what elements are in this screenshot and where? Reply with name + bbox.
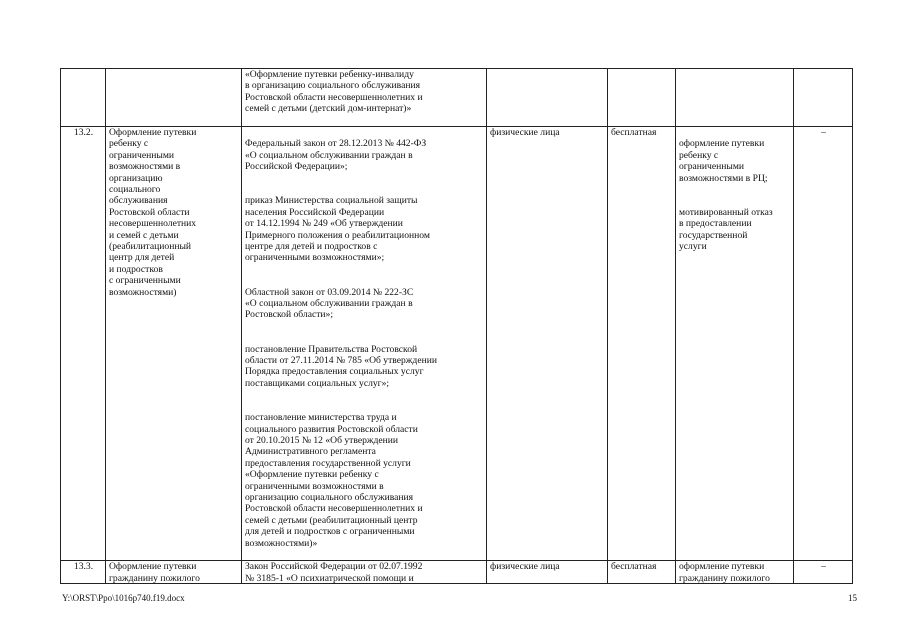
- result-item: мотивированный отказ в предоставлении государственной услуги: [679, 206, 773, 253]
- cell-cost: бесплатная: [608, 127, 676, 561]
- cell-service-name: Оформление путевки ребенку с ограниченными возможностями в организацию социального обслуживания Ростовской области несовершеннолетних и семей с детьми (реабилитационный центр для детей и подростков с ограниченными возможностями): [106, 127, 242, 561]
- document-reference: Областной закон от 03.09.2014 № 222-ЗС «О социальном обслуживании граждан в Ростовской области»;: [245, 286, 414, 321]
- result-item: оформление путевки ребенку с ограниченными возможностями в РЦ;: [679, 138, 768, 184]
- cell-documents: [242, 561, 487, 584]
- document-reference: постановление министерства труда и социального развития Ростовской области от 20.10.2015 № 12 «Об утверждении Административного регламента предоставления государственной услуги «Оформление путевки ребенку с ограниченными возможностями в организацию социального обслуживания Ростовской области несовершеннолетних и семей с детьми (реабилитационный центр для детей и подростков с ограниченными возможностями)»: [245, 412, 423, 549]
- cell-number: [61, 69, 106, 127]
- result-item: оформление путевки гражданину пожилого: [679, 561, 770, 584]
- cell-number: 13.2.: [61, 127, 106, 561]
- cell-number: 13.3.: [61, 561, 106, 584]
- service-name-text: Оформление путевки гражданину пожилого: [109, 561, 200, 584]
- cell-cost: бесплатная: [608, 561, 676, 584]
- document-reference: постановление Правительства Ростовской области от 27.11.2014 № 785 «Об утверждении Порядка предоставления социальных услуг поставщиками социальных услуг»;: [245, 343, 437, 389]
- cell-note: [794, 69, 853, 127]
- cell-applicants: физические лица: [487, 127, 608, 561]
- cell-applicants: [487, 69, 608, 127]
- footer-page-number: 15: [848, 593, 857, 603]
- cell-note: –: [794, 561, 853, 584]
- cell-service-name: [106, 561, 242, 584]
- cell-service-name: [106, 69, 242, 127]
- services-table: [60, 68, 853, 584]
- cell-cost: [608, 69, 676, 127]
- cell-documents: «Оформление путевки ребенку-инвалиду в организацию социального обслуживания Ростовской области несовершеннолетних и семей с детьми (детский дом-интернат)»: [242, 69, 487, 127]
- document-reference: приказ Министерства социальной защиты населения Российской Федерации от 14.12.1994 № 249 «Об утверждении Примерного положения о реабилитационном центре для детей и подростков с ограниченными возможностями»;: [245, 195, 430, 264]
- cell-applicants: физические лица: [487, 561, 608, 584]
- table-row-continued: [61, 69, 853, 127]
- cell-result: [676, 69, 794, 127]
- cell-documents: [242, 127, 487, 561]
- cell-note: –: [794, 127, 853, 561]
- footer-file-path: Y:\ORST\Ppo\1016p740.f19.docx: [62, 593, 185, 603]
- document-reference: Закон Российской Федерации от 02.07.1992 № 3185-1 «О психиатрической помощи и: [245, 561, 423, 584]
- document-reference: Федеральный закон от 28.12.2013 № 442-ФЗ «О социальном обслуживании граждан в Российской Федерации»;: [245, 138, 427, 173]
- cell-result: [676, 561, 794, 584]
- table-row-13-2: [61, 127, 853, 561]
- table-row-13-3: [61, 561, 853, 584]
- cell-result: [676, 127, 794, 561]
